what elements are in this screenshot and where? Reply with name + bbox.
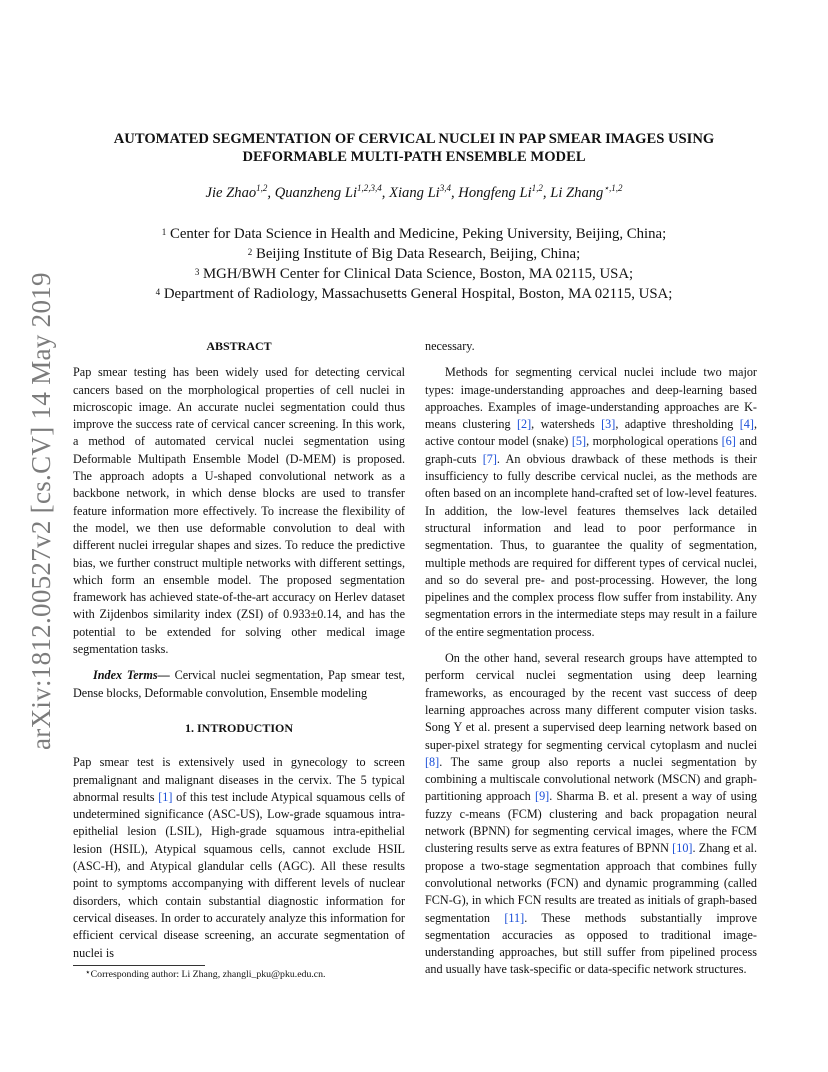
citation-link[interactable]: [5] xyxy=(571,434,587,449)
abstract-text: Pap smear testing has been widely used for detecting cervical cancers based on the morphological properties of cell nuclei in microscopic image. An accurate nuclei segmentation could thus improve the success rate of cervical cancer screening. In this work, a method of automated cervical nuclei segmentation using Deformable Multipath Ensemble Model (D-MEM) is proposed. The approach adopts a U-shaped convolutional network as a backbone network, in which dense blocks are used to transfer feature information more effectively. To increase the flexibility of the model, we then use deformable convolution to deal with different nuclei irregular shapes and sizes. To reduce the predictive bias, we further construct multiple networks with different settings, which form an ensemble model. The proposed segmentation framework has achieved state-of-the-art accuracy on Herlev dataset with Zijdenbos similarity index (ZSI) of 0.933±0.14, and has the potential to be extended for solving other medical image segmentation tasks. xyxy=(73,365,405,657)
affiliation: $^2$ Beijing Institute of Big Data Research, Beijing, China; xyxy=(247,246,581,262)
citation-link[interactable]: [1] xyxy=(158,789,173,804)
deep-learning-paragraph: On the other hand, several research groups have attempted to perform cervical nuclei segmentation using deep learning frameworks, as encouraged by the recent vast success of deep learning approaches across many different computer vision tasks. Song Y et al. present a supervised deep learning network based on super-pixel strategy for segmenting cervical cytoplasm and nuclei [8]. The same group also reports a nuclei segmentation by combining a multiscale convolutional network (MSCN) and graph-partitioning approach [9]. Sharma B. et al. present a way of using fuzzy c-means (FCM) clustering and back propagation neural network (BPNN) for segmenting cervical images, where the FCM clustering results serve as extra features of BPNN [10]. Zhang et al. propose a two-stage segmentation approach that combines fully convolutional networks (FCN) and dynamic programming (called FCN-G), in which FCN results are treated as initials of graph-based segmentation [11]. These methods substantially improve segmentation accuracies as opposed to traditional image-understanding approaches, but still suffer from pipelined process and usually have task-specific or data-specific network structures. xyxy=(425,651,758,977)
author: Hongfeng Li$^{1,2}$, xyxy=(458,183,551,201)
citation-link[interactable]: [9] xyxy=(535,789,550,804)
author: Quanzheng Li$^{1,2,3,4}$, xyxy=(274,183,390,201)
intro-paragraph: Pap smear test is extensively used in gynecology to screen premalignant and malignant diseases in the cervix. The 5 typical abnormal results [1] of this test include Atypical squamous cells of undetermined significance (ASC-US), Low-grade squamous intra-epithelial lesion (LSIL), High-grade squamous intra-epithelial lesion (HSIL), Atypical squamous cells, cannot exclude HSIL (ASC-H), and Atypical glandular cells (AGC). All these results point to symptoms accompanying with different levels of nuclear disorders, which contain substantial diagnostic information for cervical diseases. In order to accurately analyze this information for efficient cervical disease screening, an accurate segmentation of nuclei is xyxy=(73,755,405,960)
citation-link[interactable]: [4] xyxy=(739,417,754,432)
citation-link[interactable]: [11] xyxy=(504,910,525,925)
citation-link[interactable]: [6] xyxy=(721,434,736,449)
title-line-2: DEFORMABLE MULTI-PATH ENSEMBLE MODEL xyxy=(242,149,586,165)
footnote-text: Corresponding author: Li Zhang, zhangli_pku@pku.edu.cn. xyxy=(90,969,326,980)
methods-paragraph: Methods for segmenting cervical nuclei include two major types: image-understanding approaches and deep-learning based approaches. Examples of image-understanding approaches are K-means clustering [2], watersheds [3], adaptive thresholding [4], active contour model (snake) [5], morphological operations [6] and graph-cuts [7]. An obvious drawback of these methods is their insufficiency to fully describe cervical nuclei, as the methods are often based on an incomplete hand-crafted set of low-level features. In addition, the low-level features themselves lack detailed structural information and lead to poor performance in segmentation. Thus, to guarantee the quality of segmentation, multiple methods are required for different types of cervical nuclei, and so do several pre- and post-processing. However, the long pipelines and the complex process flow suffer from instability. Any segmentation errors in the intermediate steps may result in a failure of the entire segmentation process. xyxy=(425,365,757,639)
index-terms-text: Cervical nuclei segmentation, Pap smear test, Dense blocks, Deformable convolution, Ensemble modeling xyxy=(73,668,405,700)
footnote-divider xyxy=(73,965,205,966)
citation-link[interactable]: [10] xyxy=(672,841,693,856)
left-column xyxy=(73,338,405,962)
index-terms xyxy=(73,667,405,702)
arxiv-identifier: arXiv:1812.00527v2 [cs.CV] 14 May 2019 xyxy=(26,272,56,750)
author-list xyxy=(60,185,768,202)
footnote-mark: ⋆ xyxy=(85,967,91,977)
continuation-text: necessary. xyxy=(425,339,475,353)
right-column xyxy=(425,338,757,979)
author: Jie Zhao$^{1,2}$, xyxy=(205,183,275,201)
paper-title xyxy=(60,130,768,166)
citation-link[interactable]: [2] xyxy=(516,417,532,432)
affiliation-list xyxy=(60,224,768,304)
arxiv-sidebar xyxy=(20,272,60,750)
abstract-heading: ABSTRACT xyxy=(206,339,272,353)
citation-link[interactable]: [3] xyxy=(601,417,616,432)
author: Xiang Li$^{3,4}$, xyxy=(389,183,459,201)
index-terms-label: Index Terms— xyxy=(93,668,170,683)
author: Li Zhang$^{⋆,1,2}$ xyxy=(550,183,623,201)
affiliation: $^3$ MGH/BWH Center for Clinical Data Science, Boston, MA 02115, USA; xyxy=(194,266,634,282)
footnote xyxy=(85,969,326,980)
title-line-1: AUTOMATED SEGMENTATION OF CERVICAL NUCLEI IN PAP SMEAR IMAGES USING xyxy=(113,131,715,147)
affiliation: $^4$ Department of Radiology, Massachusetts General Hospital, Boston, MA 02115, USA; xyxy=(155,286,673,302)
citation-link[interactable]: [7] xyxy=(482,451,497,466)
affiliation: $^1$ Center for Data Science in Health and Medicine, Peking University, Beijing, China; xyxy=(161,226,667,242)
introduction-heading: 1. INTRODUCTION xyxy=(184,720,293,735)
citation-link[interactable]: [8] xyxy=(425,754,440,769)
